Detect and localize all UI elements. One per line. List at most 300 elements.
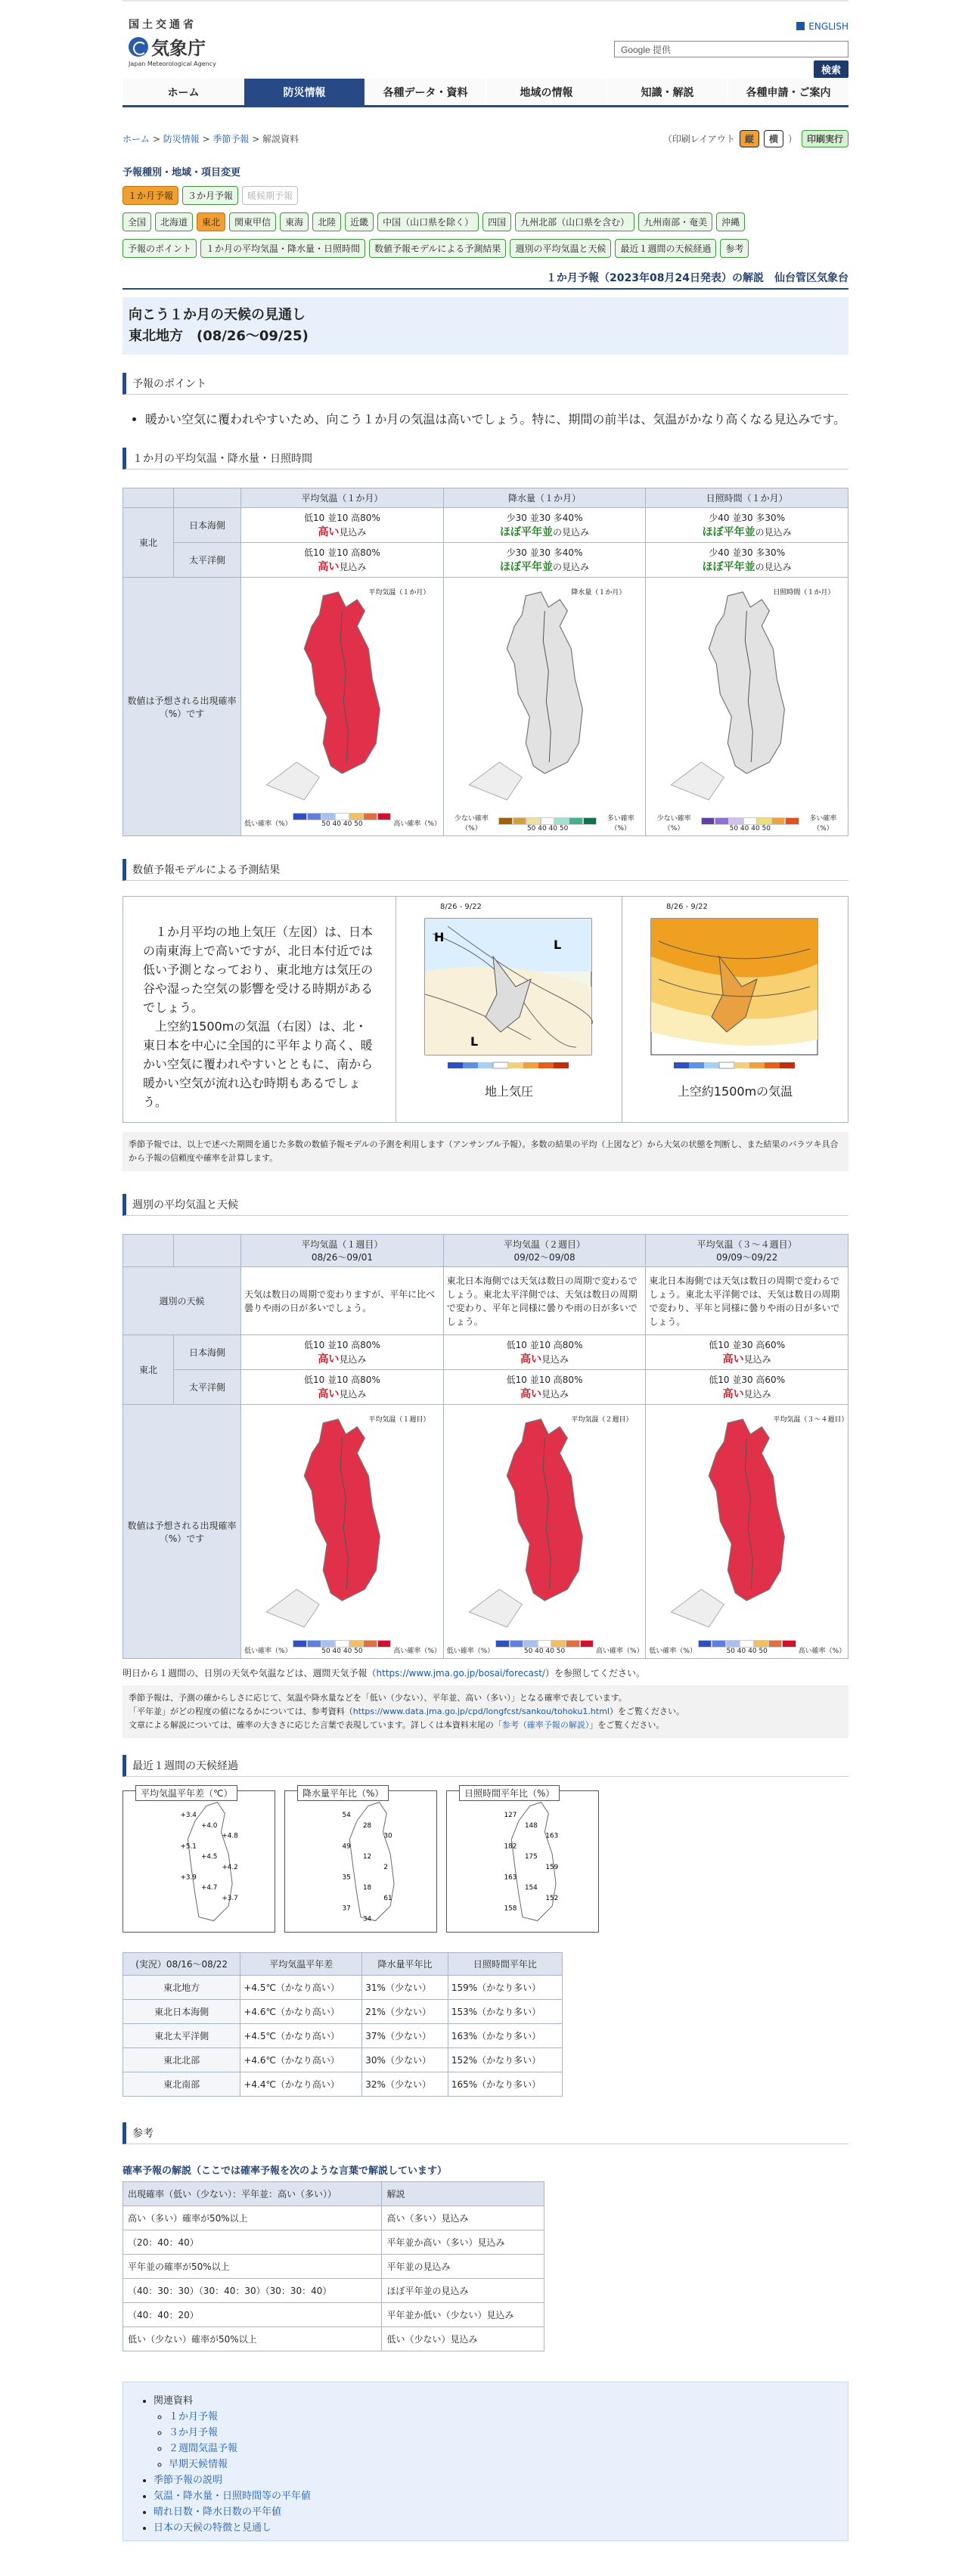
legend-swatch [726, 1640, 740, 1648]
corner-cell [123, 488, 174, 508]
recent-map-svg-2 [448, 1793, 597, 1930]
month-col-header-0: 平均気温（１か月） [241, 488, 444, 508]
recent-value: 2 [383, 1863, 388, 1871]
legend-swatch [743, 817, 758, 825]
prob-word: 高い [318, 1353, 340, 1365]
prob-suffix: 見込み [339, 1354, 367, 1365]
week-col-header-0 [241, 1235, 444, 1267]
pn2-post: ）をご覧ください。 [610, 1706, 684, 1716]
prob-word: 高い [722, 1353, 744, 1365]
week-map-cell-1 [443, 1405, 646, 1659]
legend-swatch [771, 817, 786, 825]
month-map-cell-0 [241, 578, 444, 836]
recent-value: 12 [362, 1853, 372, 1861]
recent-value: 175 [524, 1853, 538, 1861]
recent-map-1 [284, 1790, 437, 1933]
week-title-1: 平均気温（２週目） [504, 1239, 586, 1250]
pn3-pre: 文章による解説については、確率の大きさに応じた言葉で表現しています。詳しくは本資料末尾の「 [129, 1720, 502, 1730]
region-button-3[interactable]: 関東甲信 [229, 212, 276, 231]
links-head: • 関連資料 ◦ １か月予報 ◦ ３か月予報 ◦ ２週間気温予報 ◦ 早期天候情報 [154, 2393, 833, 2472]
recent-cell-2-2: 37%（少ない） [362, 2024, 448, 2048]
item-buttons [123, 239, 848, 258]
ref-cell-4-0: （40：40：20） [123, 2303, 382, 2327]
prob-result [447, 1351, 643, 1366]
legend-bar-w2 [698, 1640, 796, 1648]
site-header [123, 0, 848, 76]
ref-cell-1-1: 平年並か高い（多い）見込み [382, 2230, 544, 2255]
ref-row-2 [123, 2255, 544, 2279]
related-link-3[interactable]: 早期天候情報 [169, 2459, 228, 2470]
week-col-header-2 [646, 1235, 848, 1267]
recent-row-0 [123, 1976, 563, 2000]
section-point-heading: 予報のポイント [123, 373, 848, 395]
prob-result [649, 524, 845, 539]
prob-result [244, 1351, 440, 1366]
print-landscape-button[interactable]: 横 [764, 130, 783, 147]
item-button-3[interactable]: 週別の平均気温と天候 [510, 239, 611, 258]
legend-high-m2: 多い確率（%） [809, 815, 837, 832]
prob-text: 少40 並30 多30% [709, 513, 786, 523]
model-note: 季節予報では、以上で述べた期間を通じた多数の数値予報モデルの予測を利用します（アンサンブル予報）。多数の結果の平均（上図など）から大気の状態を判断し、また結果のバラツキ具合から予報の信頼度や確率を計算します。 [123, 1132, 848, 1171]
legend-swatch [523, 1640, 538, 1648]
prob-suffix: 見込み [541, 1389, 569, 1400]
prob-text: 低10 並10 高80% [304, 513, 380, 523]
prob-word: ほぼ平年並 [702, 561, 755, 573]
recent-value: 37 [342, 1905, 351, 1913]
pn3-post: 」をご覧ください。 [589, 1720, 665, 1730]
related-link-rest-3[interactable]: 日本の天候の特徴と見通し [154, 2522, 272, 2534]
week-dates-2: 09/09～09/22 [716, 1252, 778, 1263]
area-cell-0: 日本海側 [173, 1335, 240, 1370]
recent-value: 18 [362, 1884, 372, 1892]
map-legend-w2 [649, 1640, 845, 1655]
legend-bar-w0 [293, 1640, 391, 1648]
surface-pressure-map [396, 897, 622, 1122]
recent-header-2: 降水量平年比 [362, 1953, 448, 1976]
week-row-0 [123, 1335, 848, 1370]
ref-header-row [123, 2182, 544, 2206]
links-rest-item-2 [154, 2504, 833, 2520]
daily-note-post: ）を参照してください。 [544, 1668, 645, 1679]
legend-high-w2: 高い確率（%） [798, 1648, 846, 1655]
forecast-type-0[interactable]: １か月予報 [123, 186, 178, 205]
area-cell-1: 太平洋側 [173, 1370, 240, 1405]
recent-map-svg-1 [287, 1793, 435, 1930]
ref-cell-2-0: 平年並の確率が50%以上 [123, 2255, 382, 2279]
recent-value: 34 [362, 1915, 372, 1923]
item-button-0[interactable]: 予報のポイント [123, 239, 197, 258]
issue-line: １か月予報（2023年08月24日発表）の解説 仙台管区気象台 [123, 270, 848, 290]
recent-cell-4-3: 165%（かなり多い） [448, 2072, 562, 2097]
legend-swatch [363, 1640, 377, 1648]
breadcrumb-item-2[interactable]: 季節予報 [213, 134, 250, 144]
tohoku-map-w2 [649, 1408, 845, 1635]
recent-cell-1-0: 東北日本海側 [123, 2000, 240, 2024]
section-recent-heading: 最近１週間の天候経過 [123, 1755, 848, 1777]
surface-pressure-chart [402, 911, 614, 1093]
daily-note [123, 1666, 848, 1679]
breadcrumb [123, 132, 299, 145]
legend-swatch [377, 1640, 392, 1648]
prob-text: 低10 並30 高60% [709, 1375, 786, 1385]
prob-result [244, 524, 440, 539]
breadcrumb-item-0[interactable]: ホーム [123, 134, 150, 144]
legend-swatch [321, 813, 336, 820]
probability-note-2 [129, 1705, 842, 1719]
probability-note [123, 1685, 848, 1738]
region-button-9[interactable]: 九州北部（山口県を含む） [515, 212, 634, 231]
map-title-m1: 降水量（１か月） [571, 589, 626, 597]
prob-suffix: の見込み [755, 527, 792, 538]
map-title-m2: 日照時間（１か月） [773, 589, 835, 597]
ref-table [123, 2181, 544, 2351]
area-cell-1: 太平洋側 [173, 543, 240, 578]
ref-header-0: 出現確率（低い（少ない）：平年並：高い（多い）） [123, 2182, 382, 2206]
recent-value: 127 [504, 1812, 517, 1820]
breadcrumb-sep: > [199, 134, 213, 144]
recent-row-1 [123, 2000, 563, 2024]
legend-swatch [729, 817, 743, 825]
prob-result [244, 559, 440, 574]
nav-item-0[interactable]: ホーム [123, 79, 244, 105]
month-cell-1-1 [443, 543, 646, 578]
legend-swatch [363, 813, 377, 820]
recent-value: 159 [545, 1863, 559, 1871]
section-model-heading: 数値予報モデルによる予測結果 [123, 859, 848, 881]
legend-swatch [712, 1640, 726, 1648]
recent-value: 54 [342, 1812, 351, 1820]
legend-values-w0: 50 40 40 50 [321, 1648, 363, 1655]
corner-cell [173, 488, 240, 508]
print-run-button[interactable]: 印刷実行 [802, 130, 848, 147]
ref-cell-3-0: （40：30：30）（30：40：30）（30：30：40） [123, 2279, 382, 2303]
ref-cell-0-0: 高い（多い）確率が50%以上 [123, 2206, 382, 2230]
legend-low-w0: 低い確率（%） [244, 1648, 292, 1655]
related-link-rest-1[interactable]: 気温・降水量・日照時間等の平年値 [154, 2491, 312, 2502]
prob-word: 高い [520, 1388, 542, 1400]
related-link-rest-0[interactable]: 季節予報の説明 [154, 2475, 223, 2486]
legend-values-m1: 50 40 40 50 [526, 825, 569, 832]
recent-value: 49 [342, 1843, 351, 1851]
legend-swatch [307, 813, 321, 820]
forecast-title: 向こう１か月の天候の見通し [129, 307, 306, 323]
breadcrumb-item-1[interactable]: 防災情報 [163, 134, 200, 144]
legend-col-m0 [293, 813, 391, 828]
recent-header-0: (実況）08/16～08/22 [123, 1953, 240, 1976]
item-button-5[interactable]: 参考 [720, 239, 749, 258]
probability-note-1: 季節予報は、予測の確からしさに応じて、気温や降水量などを「低い（少ない）、平年並、高い（多い）」となる確率で表しています。 [129, 1693, 627, 1703]
breadcrumb-item-3: 解説資料 [262, 134, 299, 144]
week-dates-1: 09/02～09/08 [513, 1252, 575, 1263]
ref-cell-1-0: （20：40：40） [123, 2230, 382, 2255]
recent-map-title-1: 降水量平年比（%） [297, 1785, 389, 1801]
legend-values-w1: 50 40 40 50 [523, 1648, 566, 1655]
region-button-1[interactable]: 北海道 [155, 212, 193, 231]
related-link-rest-2[interactable]: 晴れ日数・降水日数の平年値 [154, 2506, 282, 2518]
prob-word: ほぼ平年並 [500, 526, 554, 538]
prob-result [649, 1386, 845, 1401]
weather-cell-0: 天気は数日の周期で変わりますが、平年に比べ曇りや雨の日が多いでしょう。 [241, 1267, 444, 1335]
legend-swatch [785, 817, 799, 825]
legend-col-w1 [495, 1640, 594, 1655]
prob-text: 低10 並10 高80% [304, 1375, 380, 1385]
region-button-2[interactable]: 東北 [197, 212, 225, 231]
recent-value: 28 [362, 1821, 372, 1830]
nav-item-3[interactable]: 地域の情報 [486, 79, 606, 105]
search-button[interactable]: 検索 [814, 60, 848, 78]
probability-ref-link[interactable]: 参考（確率予報の解説） [501, 1720, 590, 1730]
region-buttons [123, 212, 848, 231]
section-week-heading: 週別の平均気温と天候 [123, 1194, 848, 1216]
week-map-label: 数値は予想される出現確率（%）です [123, 1405, 241, 1659]
legend-swatch [757, 817, 771, 825]
map-legend-m2 [649, 813, 845, 832]
ref-cell-5-0: 低い（少ない）確率が50%以上 [123, 2327, 382, 2351]
legend-swatch [335, 1640, 349, 1648]
region-button-7[interactable]: 中国（山口県を除く） [377, 212, 479, 231]
legend-high-m0: 高い確率（%） [393, 820, 441, 828]
legend-swatch [293, 1640, 307, 1648]
item-button-4[interactable]: 最近１週間の天候経過 [615, 239, 716, 258]
point-text: • 暖かい空気に覆われやすいため、向こう１か月の気温は高いでしょう。特に、期間の前半は、気温がかなり高くなる見込みです。 [145, 410, 848, 429]
item-button-2[interactable]: 数値予報モデルによる予測結果 [369, 239, 506, 258]
legend-swatch [583, 817, 597, 825]
model-paragraph-0: １か月平均の地上気圧（左図）は、日本の南東海上で高いですが、北日本付近では低い予測となっており、東北地方は気圧の谷や湿った空気の影響を受ける時期があるでしょう。 [143, 925, 374, 1015]
section-month-heading: １か月の平均気温・降水量・日照時間 [123, 448, 848, 470]
model-map-period: 8/26 - 9/22 [440, 903, 482, 911]
forecast-type-2: 暖候期予報 [242, 186, 298, 205]
legend-values-m0: 50 40 40 50 [321, 820, 363, 828]
week-map-row [123, 1405, 848, 1659]
recent-cell-0-1: +4.5℃（かなり高い） [240, 1976, 362, 2000]
recent-value: 35 [342, 1874, 351, 1882]
region-button-4[interactable]: 東海 [280, 212, 309, 231]
week-cell-0-1 [443, 1335, 646, 1370]
recent-header-1: 平均気温平年差 [240, 1953, 362, 1976]
ref-row-0 [123, 2206, 544, 2230]
recent-cell-2-3: 163%（かなり多い） [448, 2024, 562, 2048]
jma-logo[interactable] [129, 17, 216, 67]
related-link-1[interactable]: ３か月予報 [169, 2427, 219, 2438]
high-pressure-label: H [434, 930, 445, 944]
search-area [614, 41, 848, 78]
model-box [123, 896, 848, 1123]
related-link-0[interactable]: １か月予報 [169, 2411, 219, 2423]
legend-low-m2: 少ない確率（%） [656, 815, 691, 832]
print-portrait-button[interactable]: 縦 [740, 130, 759, 147]
recent-value: 158 [504, 1905, 517, 1913]
jma-mark-icon [129, 37, 148, 57]
normal-values-link[interactable]: https://www.data.jma.go.jp/cpd/longfcst/sankou/tohoku1.html [352, 1706, 610, 1716]
prob-text: 低10 並10 高80% [304, 547, 380, 558]
prob-text: 少30 並30 多40% [506, 547, 583, 558]
links-sub-item-0 [169, 2409, 833, 2425]
breadcrumb-sep: > [150, 134, 163, 144]
legend-swatch [701, 817, 715, 825]
month-row-1 [123, 543, 848, 578]
legend-swatch [526, 817, 541, 825]
legend-swatch [349, 1640, 364, 1648]
english-link[interactable]: ENGLISH [796, 21, 848, 32]
legend-swatch [495, 1640, 510, 1648]
weekly-forecast-link[interactable]: https://www.jma.go.jp/bosai/forecast/ [376, 1668, 545, 1679]
month-map-cell-1 [443, 578, 646, 836]
legend-swatch [580, 1640, 594, 1648]
prob-suffix: の見込み [553, 562, 590, 572]
nav-item-1[interactable]: 防災情報 [244, 79, 365, 105]
recent-value: 182 [504, 1843, 517, 1851]
legend-swatch [740, 1640, 754, 1648]
map-title-w1: 平均気温（２週目） [571, 1416, 633, 1424]
recent-map-0 [123, 1790, 275, 1933]
region-button-5[interactable]: 北陸 [312, 212, 341, 231]
ref-cell-2-1: 平年並の見込み [382, 2255, 544, 2279]
week-dates-0: 08/26～09/01 [311, 1252, 373, 1263]
prob-suffix: 見込み [339, 562, 367, 572]
recent-cell-4-2: 32%（少ない） [362, 2072, 448, 2097]
week-title-0: 平均気温（１週目） [301, 1239, 383, 1250]
recent-map-2 [446, 1790, 599, 1933]
legend-swatch [715, 817, 729, 825]
temp850-caption: 上空約1500mの気温 [677, 1084, 793, 1099]
recent-value: 163 [545, 1832, 559, 1840]
related-link-2[interactable]: ２週間気温予報 [169, 2443, 238, 2454]
ref-row-3 [123, 2279, 544, 2303]
prob-word: 高い [520, 1353, 542, 1365]
legend-swatch [498, 817, 513, 825]
corner-cell [173, 1235, 240, 1267]
recent-maps [123, 1790, 848, 1933]
links-sub-item-3 [169, 2457, 833, 2472]
agency-en: Japan Meteorological Agency [129, 60, 216, 67]
nav-item-4[interactable]: 知識・解説 [606, 79, 727, 105]
legend-col-m1 [498, 817, 597, 832]
ref-row-4 [123, 2303, 544, 2327]
week-table [123, 1234, 848, 1659]
legend-swatch [569, 817, 583, 825]
map-legend-w0 [244, 1640, 440, 1655]
legend-values-w2: 50 40 40 50 [726, 1648, 768, 1655]
region-button-11[interactable]: 沖縄 [716, 212, 745, 231]
forecast-type-buttons [123, 186, 848, 205]
prob-suffix: の見込み [755, 562, 792, 572]
low-pressure-label: L [554, 938, 562, 952]
prob-result [649, 559, 845, 574]
legend-swatch [513, 817, 527, 825]
month-header-row [123, 488, 848, 508]
region-button-8[interactable]: 四国 [482, 212, 511, 231]
prob-word: ほぼ平年並 [702, 526, 755, 538]
prob-result [244, 1386, 440, 1401]
recent-cell-3-3: 152%（かなり多い） [448, 2048, 562, 2072]
weather-cell-2: 東北日本海側では天気は数日の周期で変わるでしょう。東北太平洋側では、天気は数日の周期で変わり、平年と同様に曇りや雨の日が多いでしょう。 [646, 1267, 848, 1335]
main-nav [123, 79, 848, 107]
print-layout-close: ） [787, 134, 797, 144]
legend-bar-m0 [293, 813, 391, 820]
recent-value: 163 [504, 1874, 517, 1882]
area-cell-0: 日本海側 [173, 508, 240, 543]
legend-bar-m1 [498, 817, 597, 825]
recent-cell-1-2: 21%（少ない） [362, 2000, 448, 2024]
agency-top: 国土交通省 [129, 19, 197, 31]
prob-result [649, 1351, 845, 1366]
legend-values-m2: 50 40 40 50 [729, 825, 771, 832]
prob-text: 少40 並30 多30% [709, 547, 786, 558]
legend-swatch [541, 817, 555, 825]
recent-row-2 [123, 2024, 563, 2048]
ref-title: 確率予報の解説（ここでは確率予報を次のような言葉で解説しています） [123, 2165, 448, 2177]
model-text [123, 897, 396, 1122]
map-title-m0: 平均気温（１か月） [368, 589, 430, 597]
prob-word: 高い [722, 1388, 744, 1400]
month-cell-1-0 [241, 543, 444, 578]
prob-suffix: 見込み [743, 1389, 771, 1400]
prob-suffix: 見込み [743, 1354, 771, 1365]
links-sub-item-1 [169, 2425, 833, 2441]
item-button-1[interactable]: １か月の平均気温・降水量・日照時間 [200, 239, 365, 258]
week-cell-1-0 [241, 1370, 444, 1405]
links-sub-item-2 [169, 2441, 833, 2457]
prob-text: 少30 並30 多40% [506, 513, 583, 523]
prob-text: 低10 並10 高80% [304, 1340, 380, 1350]
map-title-w2: 平均気温（３～４週目） [773, 1416, 845, 1424]
legend-low-w1: 低い確率（%） [446, 1648, 495, 1655]
tohoku-map-w1 [447, 1408, 643, 1635]
prob-word: 高い [318, 526, 340, 538]
recent-cell-0-0: 東北地方 [123, 1976, 240, 2000]
recent-value: 61 [383, 1894, 392, 1902]
recent-cell-0-2: 31%（少ない） [362, 1976, 448, 2000]
nav-item-5[interactable]: 各種申請・ご案内 [727, 79, 848, 105]
month-cell-0-2 [646, 508, 848, 543]
week-header-row [123, 1235, 848, 1267]
map-legend-w1 [447, 1640, 643, 1655]
legend-swatch [551, 1640, 566, 1648]
recent-cell-3-2: 30%（少ない） [362, 2048, 448, 2072]
legend-low-m0: 低い確率（%） [244, 820, 292, 828]
region-button-0[interactable]: 全国 [123, 212, 151, 231]
legend-low-w2: 低い確率（%） [649, 1648, 696, 1655]
breadcrumb-sep: > [249, 134, 263, 144]
week-map-cell-2 [646, 1405, 848, 1659]
links-rest-item-0 [154, 2472, 833, 2488]
legend-col-w0 [293, 1640, 391, 1655]
region-button-10[interactable]: 九州南部・奄美 [638, 212, 712, 231]
prob-suffix: 見込み [339, 527, 367, 538]
prob-suffix: 見込み [541, 1354, 569, 1365]
search-input[interactable]: Google 提供 [614, 41, 848, 57]
week-col-header-1 [443, 1235, 646, 1267]
week-cell-0-2 [646, 1335, 848, 1370]
recent-value: 154 [524, 1884, 538, 1892]
nav-item-2[interactable]: 各種データ・資料 [365, 79, 486, 105]
recent-cell-3-0: 東北北部 [123, 2048, 240, 2072]
corner-cell [123, 1235, 174, 1267]
recent-cell-1-3: 153%（かなり多い） [448, 2000, 562, 2024]
recent-value: +4.8 [222, 1832, 238, 1840]
forecast-type-1[interactable]: ３か月予報 [182, 186, 238, 205]
recent-value: +4.2 [222, 1863, 238, 1871]
selector-title: 予報種別・地域・項目変更 [123, 167, 241, 178]
section-ref-heading: 参考 [123, 2122, 848, 2144]
recent-value: +4.5 [200, 1853, 218, 1861]
region-button-6[interactable]: 近畿 [345, 212, 374, 231]
recent-cell-3-1: +4.6℃（かなり高い） [240, 2048, 362, 2072]
week-row-1 [123, 1370, 848, 1405]
map-label-cell: 数値は予想される出現確率（%）です [123, 578, 241, 836]
prob-result [447, 1386, 643, 1401]
month-cell-0-1 [443, 508, 646, 543]
